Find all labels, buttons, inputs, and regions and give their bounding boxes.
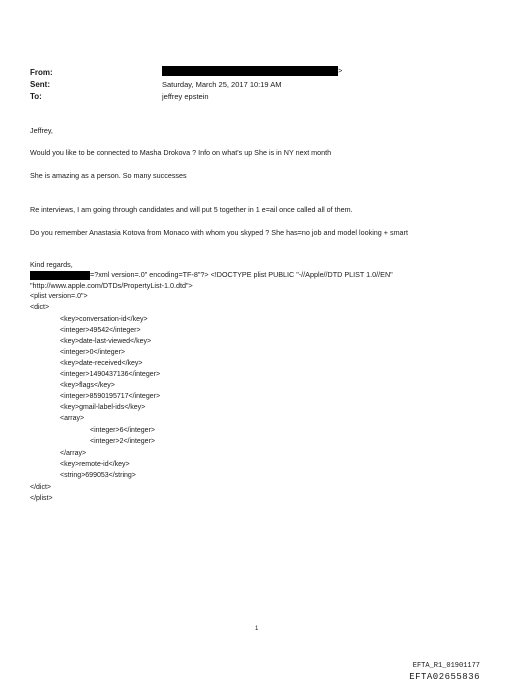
plist-line: <integer>2</integer> (90, 438, 155, 445)
from-value (162, 66, 342, 76)
xml-line-1 (30, 270, 393, 280)
to-label: To: (30, 92, 42, 101)
plist-line: <key>flags</key> (60, 382, 115, 389)
plist-line: </array> (60, 450, 87, 457)
plist-line: </plist> (30, 495, 53, 502)
bates-number-large: EFTA02655836 (409, 672, 480, 682)
plist-line: <key>date-last-viewed</key> (60, 338, 152, 345)
plist-line: <key>gmail-label-ids</key> (60, 404, 146, 411)
plist-line: <plist version=.0"> (30, 293, 88, 300)
plist-line: <key>date-received</key> (60, 360, 143, 367)
redaction-bar (162, 66, 338, 76)
bates-number-small: EFTA_R1_01901177 (412, 662, 480, 670)
plist-line: <integer>1490437136</integer> (60, 371, 161, 378)
plist-line: <key>conversation-id</key> (60, 316, 148, 323)
redaction-bar (30, 271, 90, 280)
to-value: jeffrey epstein (162, 92, 209, 101)
plist-line: <integer>0</integer> (60, 349, 125, 356)
plist-line: <array> (60, 415, 85, 422)
plist-line: <dict> (30, 304, 50, 311)
xml-line-2: "http://www.apple.com/DTDs/PropertyList-1.0.dtd"> (30, 281, 193, 290)
plist-line: <integer>8590195717</integer> (60, 393, 161, 400)
paragraph-2: She is amazing as a person. So many successes (30, 171, 187, 180)
plist-line: <integer>49542</integer> (60, 327, 141, 334)
paragraph-4: Do you remember Anastasia Kotova from Monaco with whom you skyped ? She has=no job and model looking + smart (30, 228, 408, 237)
sent-label: Sent: (30, 80, 50, 89)
plist-line: <string>699053</string> (60, 472, 136, 479)
from-label: From: (30, 68, 53, 77)
paragraph-1: Would you like to be connected to Masha Drokova ? Info on what's up She is in NY next month (30, 148, 332, 157)
xml-line-1-text: =?xml version=.0" encoding=TF-8"?> <!DOCTYPE plist PUBLIC "-//Apple//DTD PLIST 1.0//EN" (90, 270, 393, 279)
plist-line: </dict> (30, 484, 52, 491)
plist-line: <integer>6</integer> (90, 427, 155, 434)
page-number: 1 (255, 626, 259, 632)
closing: Kind regards, (30, 260, 73, 269)
from-suffix: > (338, 66, 343, 75)
paragraph-3: Re interviews, I am going through candidates and will put 5 together in 1 e=ail once called all of them. (30, 205, 353, 214)
plist-line: <key>remote-id</key> (60, 461, 130, 468)
sent-value: Saturday, March 25, 2017 10:19 AM (162, 80, 282, 89)
greeting: Jeffrey, (30, 126, 53, 135)
